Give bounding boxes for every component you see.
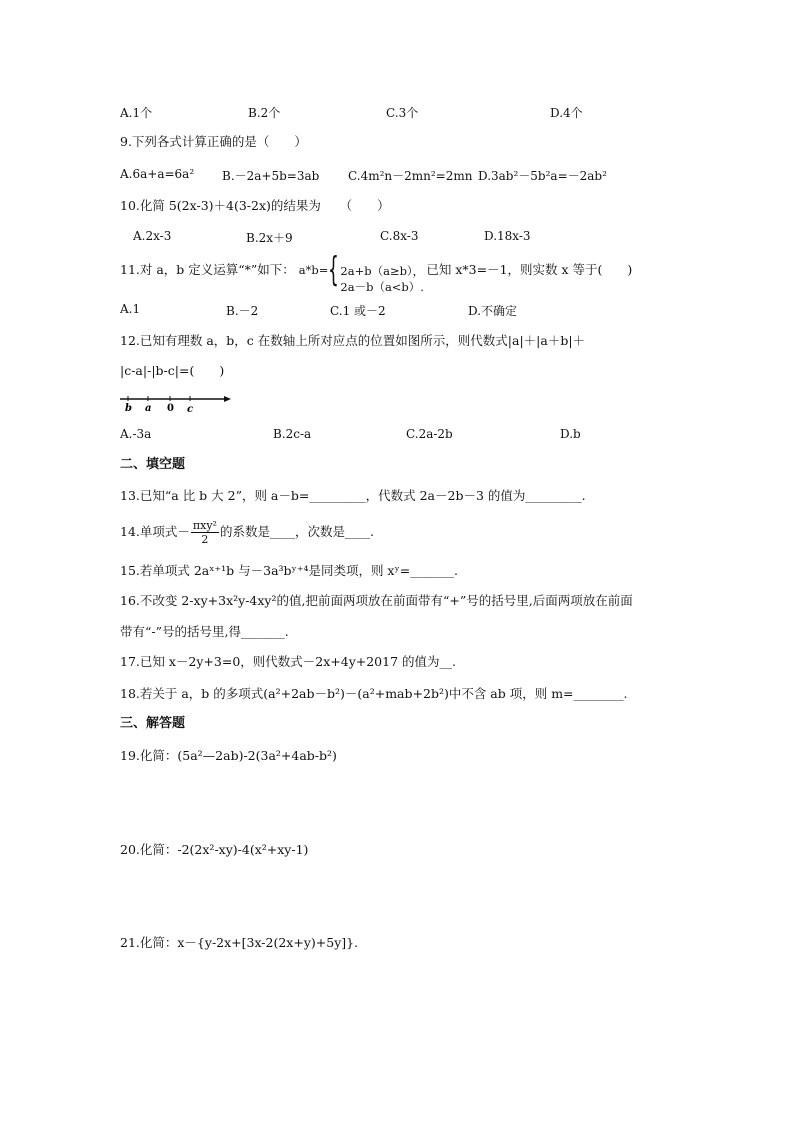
q15: 15.若单项式 2aˣ⁺¹b 与－3a³bʸ⁺⁴是同类项，则 xʸ=_______. xyxy=(120,563,458,578)
q21: 21.化简：x－{y-2x+[3x-2(2x+y)+5y]}. xyxy=(120,935,359,950)
q11-option-c: C.1 或－2 xyxy=(330,304,386,318)
q11-case-2: 2a－b（a<b）. xyxy=(340,279,424,294)
q9-option-a: A.6a+a=6a² xyxy=(120,167,195,181)
q8-option-c: C.3个 xyxy=(386,106,419,120)
q10-option-b: B.2x＋9 xyxy=(246,231,293,245)
q11-stem-pre: 11.对 a，b 定义运算“*”如下： xyxy=(120,262,295,277)
arrow-right-icon xyxy=(224,396,231,402)
label-c: c xyxy=(187,404,194,415)
q14 xyxy=(120,517,374,547)
q18: 18.若关于 a，b 的多项式(a²+2ab－b²)－(a²+mab+2b²)中不含 ab 项，则 m=________. xyxy=(120,686,628,701)
q11-option-d: D.不确定 xyxy=(468,304,518,318)
q11-def-lhs: a*b= xyxy=(298,263,329,277)
section-heading-solutions: 三、解答题 xyxy=(120,716,186,731)
q14-post: 的系数是____，次数是____. xyxy=(219,524,374,539)
q12-option-a: A.-3a xyxy=(120,427,152,441)
q11-option-a: A.1 xyxy=(120,302,141,316)
q9-option-c: C.4m²n－2mn²=2mn xyxy=(348,169,473,183)
label-b: b xyxy=(125,403,132,414)
q12-stem-line2: |c-a|-|b-c|=( ) xyxy=(120,363,225,378)
left-brace-icon: { xyxy=(328,249,340,290)
q9-option-d: D.3ab²－5b²a=－2ab² xyxy=(478,169,607,183)
q11-option-b: B.－2 xyxy=(226,304,259,318)
q10-option-c: C.8x-3 xyxy=(380,229,419,243)
q8-option-a: A.1个 xyxy=(120,106,153,120)
q16-line1: 16.不改变 2-xy+3x²y-4xy²的值,把前面两项放在前面带有“+”号的括号里,后面两项放在前面 xyxy=(120,593,633,608)
q17: 17.已知 x－2y+3=0，则代数式－2x+4y+2017 的值为__. xyxy=(120,654,456,669)
q10-stem: 10.化简 5(2x-3)＋4(3-2x)的结果为 （ ） xyxy=(120,198,390,213)
q20: 20.化简：-2(2x²-xy)-4(x²+xy-1) xyxy=(120,842,309,857)
q16-line2: 带有“-”号的括号里,得_______. xyxy=(120,624,289,639)
q14-pre: 14.单项式－ xyxy=(120,524,190,539)
q9-option-b: B.－2a+5b=3ab xyxy=(222,169,320,183)
q12-stem-line1: 12.已知有理数 a，b，c 在数轴上所对应点的位置如图所示，则代数式|a|＋|a＋b|＋ xyxy=(120,333,586,348)
q11-stem-post: 已知 x*3=－1，则实数 x 等于( ) xyxy=(426,262,633,277)
q14-fraction xyxy=(191,519,219,546)
q13: 13.已知“a 比 b 大 2”，则 a－b=_________，代数式 2a－2b－3 的值为_________. xyxy=(120,488,586,503)
q8-option-d: D.4个 xyxy=(550,106,583,120)
section-heading-fill-in: 二、填空题 xyxy=(120,457,186,472)
q19: 19.化简：(5a²—2ab)-2(3a²+4ab-b²) xyxy=(120,748,337,763)
q9-stem: 9.下列各式计算正确的是（ ） xyxy=(120,134,307,149)
q11-stem xyxy=(120,249,633,294)
number-line-figure xyxy=(120,393,232,415)
q11-piecewise xyxy=(328,249,426,294)
q8-option-b: B.2个 xyxy=(248,106,281,120)
label-zero: 0 xyxy=(167,403,174,414)
q14-denominator: 2 xyxy=(201,533,209,546)
q11-case-1: 2a+b（a≥b）， xyxy=(340,263,425,278)
q14-numerator: πxy² xyxy=(192,519,217,532)
q10-option-a: A.2x-3 xyxy=(133,229,172,243)
q12-option-c: C.2a-2b xyxy=(406,427,453,441)
label-a: a xyxy=(145,403,152,414)
q12-option-b: B.2c-a xyxy=(273,427,312,441)
q10-option-d: D.18x-3 xyxy=(484,229,531,243)
q12-option-d: D.b xyxy=(560,427,581,441)
